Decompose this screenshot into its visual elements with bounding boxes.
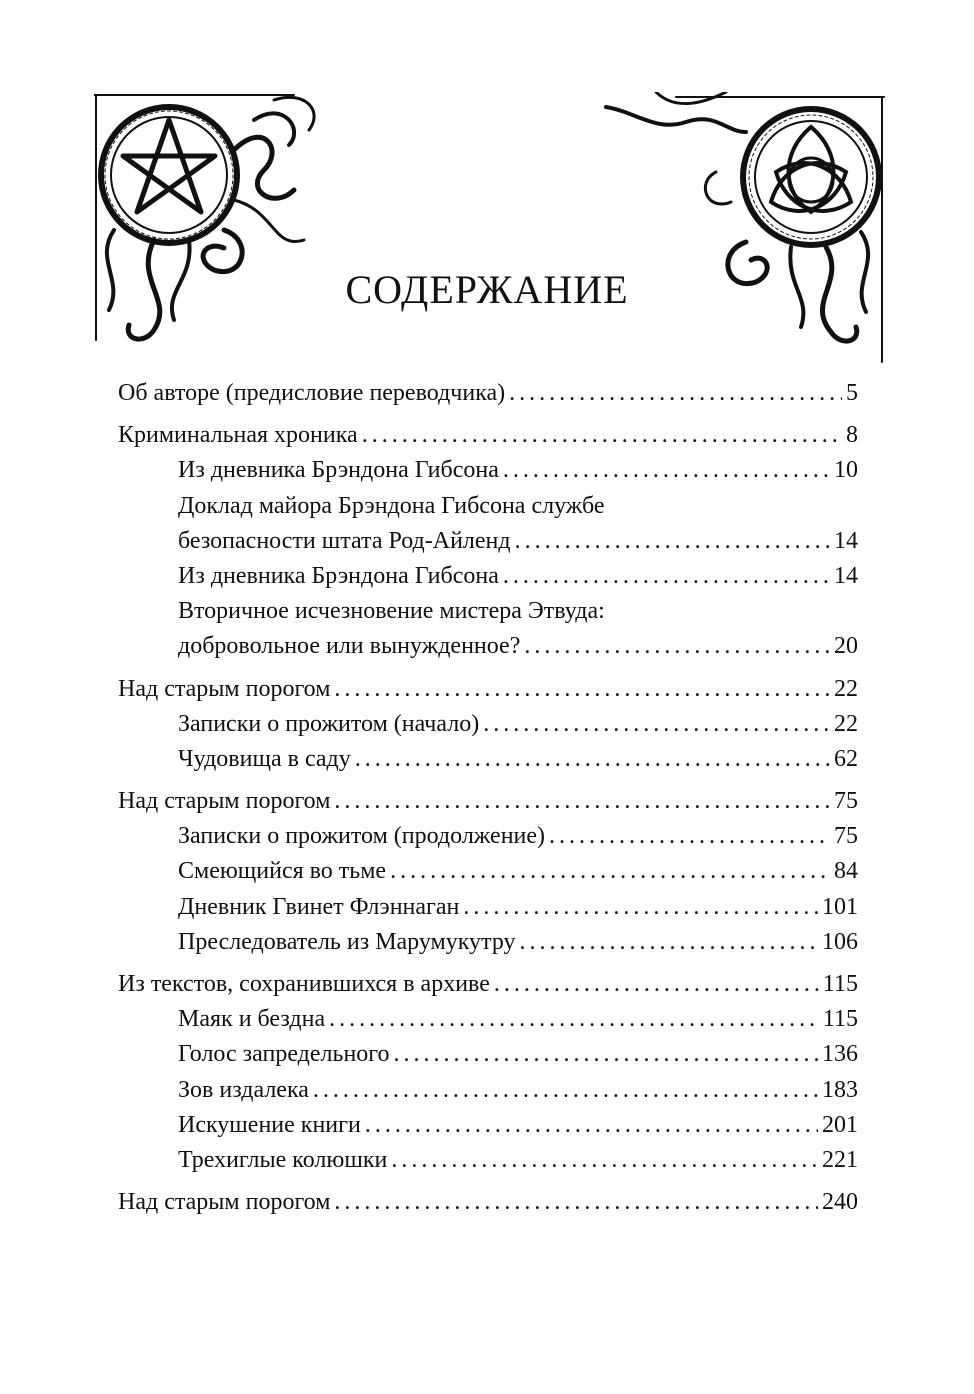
dot-leader [355,742,830,777]
toc-entry-page-number: 22 [834,710,858,737]
dot-leader [390,854,830,889]
pentagram-ornament-icon [94,90,384,360]
toc-entry-title: Смеющийся во тьме [178,858,387,885]
triquetra-ornament-icon [596,92,886,372]
toc-entry-page-number: 106 [822,928,858,955]
toc-entry-page-number: 84 [834,858,858,885]
toc-entry[interactable] [118,629,858,664]
toc-entry-title: Доклад майора Брэндона Гибсона службе [178,492,605,519]
toc-entry[interactable] [118,489,858,524]
toc-entry[interactable] [118,967,858,1002]
toc-entry[interactable] [118,854,858,889]
page-title: СОДЕРЖАНИЕ [345,267,629,312]
toc-entry-page-number: 14 [834,562,858,589]
dot-leader [362,418,842,453]
dot-leader [549,819,830,854]
dot-leader [509,376,842,411]
dot-leader [329,1002,819,1037]
table-of-contents [118,376,858,1220]
toc-entry[interactable] [118,672,858,707]
toc-entry-title: Криминальная хроника [118,422,358,449]
dot-leader [365,1108,818,1143]
toc-entry[interactable] [118,376,858,411]
toc-entry-title: Над старым порогом [118,675,331,702]
dot-leader [334,784,830,819]
toc-entry-title: Дневник Гвинет Флэннаган [178,893,460,920]
toc-entry[interactable] [118,890,858,925]
toc-entry-page-number: 20 [834,633,858,660]
dot-leader [494,967,819,1002]
toc-entry[interactable] [118,1002,858,1037]
dot-leader [334,1185,818,1220]
dot-leader [503,559,830,594]
toc-entry-title: Записки о прожитом (продолжение) [178,823,546,850]
toc-entry-title: Голос запредельного [178,1041,390,1068]
toc-entry[interactable] [118,742,858,777]
toc-entry-page-number: 115 [822,1006,858,1033]
toc-entry-title: Маяк и бездна [178,1006,326,1033]
toc-entry-page-number: 75 [834,823,858,850]
toc-entry-title: Трехиглые колюшки [178,1146,388,1173]
toc-entry-page-number: 115 [822,971,858,997]
dot-leader [313,1073,818,1108]
toc-entry[interactable] [118,784,858,819]
toc-entry-title: Преследователь из Марумукутру [178,928,516,955]
toc-entry-title: Записки о прожитом (начало) [178,710,480,737]
toc-entry-page-number: 136 [822,1041,858,1068]
toc-entry[interactable] [118,1143,858,1178]
dot-leader [520,925,818,960]
dot-leader [394,1037,818,1072]
toc-entry-title: добровольное или вынужденное? [178,633,521,660]
dot-leader [334,672,830,707]
toc-entry-page-number: 240 [822,1189,858,1216]
dot-leader [524,629,830,664]
toc-entry-title: Из текстов, сохранившихся в архиве [118,971,490,997]
toc-entry-page-number: 10 [834,457,858,484]
toc-entry-title: безопасности штата Род-Айленд [178,527,511,554]
toc-entry[interactable] [118,925,858,960]
toc-entry-page-number: 5 [846,380,858,406]
toc-entry[interactable] [118,524,858,559]
toc-entry[interactable] [118,1073,858,1108]
toc-entry-page-number: 62 [834,745,858,772]
toc-entry-title: Искушение книги [178,1111,361,1138]
toc-entry[interactable] [118,1185,858,1220]
toc-entry[interactable] [118,1108,858,1143]
toc-entry-page-number: 22 [834,675,858,702]
dot-leader [483,707,830,742]
toc-entry-title: Из дневника Брэндона Гибсона [178,457,499,484]
dot-leader [463,890,818,925]
dot-leader [503,453,830,488]
toc-entry-page-number: 8 [846,422,858,449]
toc-entry-page-number: 14 [834,527,858,554]
toc-entry-page-number: 221 [822,1146,858,1173]
toc-entry-title: Из дневника Брэндона Гибсона [178,562,499,589]
toc-entry[interactable] [118,453,858,488]
toc-entry-title: Чудовища в саду [178,745,351,772]
toc-entry-title: Зов издалека [178,1076,309,1103]
toc-entry[interactable] [118,707,858,742]
toc-entry-page-number: 183 [822,1076,858,1103]
dot-leader [515,524,830,559]
toc-entry[interactable] [118,594,858,629]
toc-entry-title: Об авторе (предисловие переводчика) [118,380,506,406]
toc-entry[interactable] [118,819,858,854]
toc-entry-title: Над старым порогом [118,788,331,815]
toc-entry[interactable] [118,559,858,594]
toc-entry[interactable] [118,1037,858,1072]
toc-entry-page-number: 201 [822,1111,858,1138]
toc-entry-title: Над старым порогом [118,1189,331,1216]
toc-entry-page-number: 75 [834,788,858,815]
toc-entry-page-number: 101 [822,893,858,920]
dot-leader [391,1143,818,1178]
toc-entry[interactable] [118,418,858,453]
toc-entry-title: Вторичное исчезновение мистера Этвуда: [178,598,605,625]
